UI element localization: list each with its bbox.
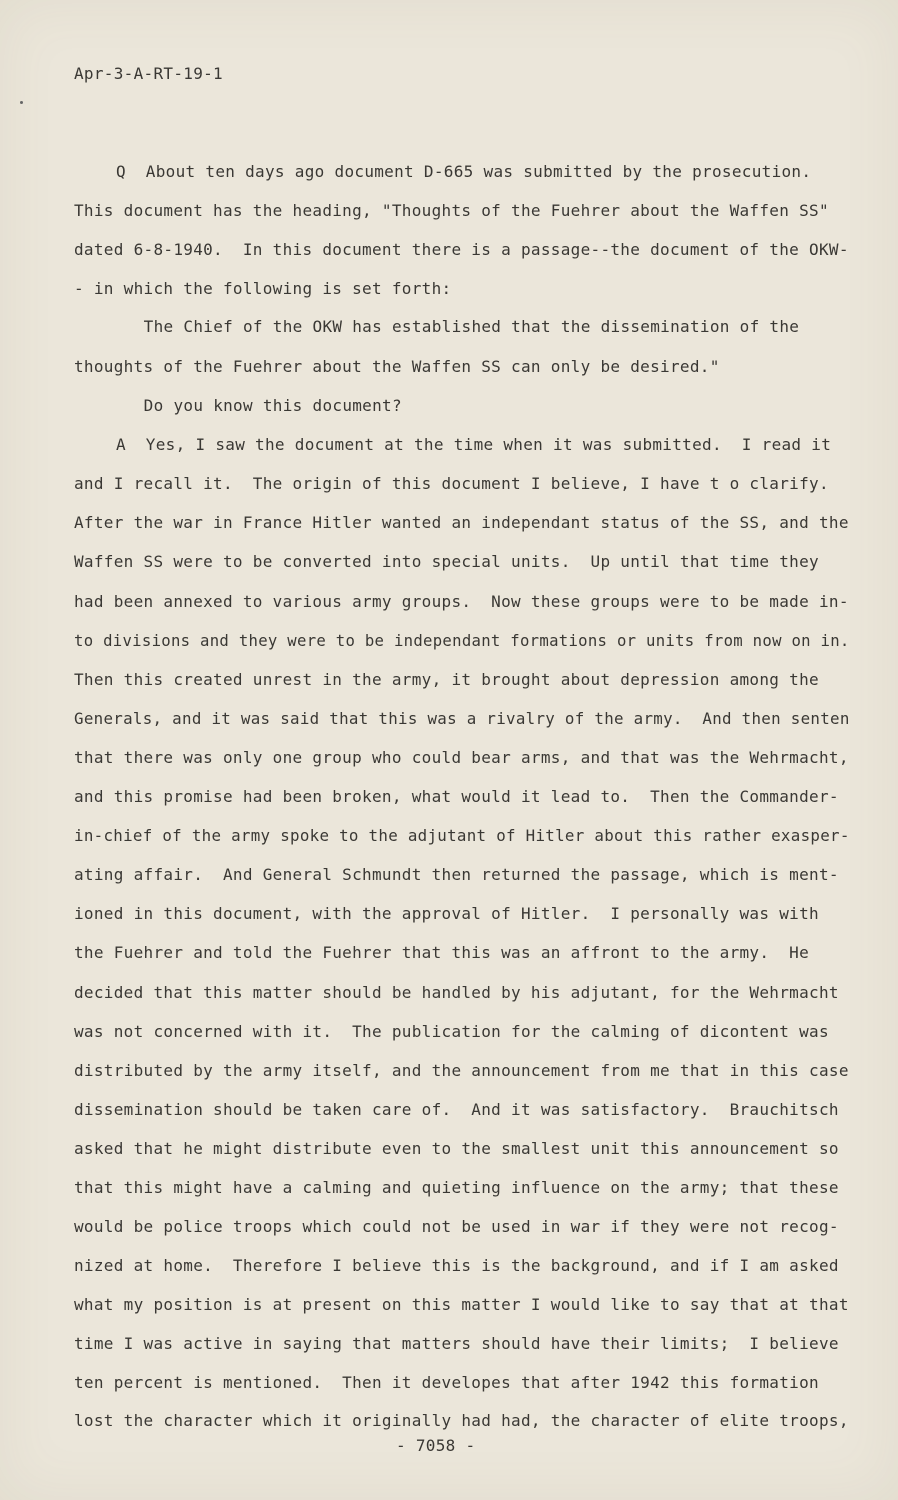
text-line: time I was active in saying that matters should have their limits; I believe	[74, 1334, 839, 1353]
text-line: - in which the following is set forth:	[74, 279, 452, 298]
text-line: Then this created unrest in the army, it brought about depression among the	[74, 670, 819, 689]
text-line: The Chief of the OKW has established that the dissemination of the	[94, 317, 800, 336]
document-id: Apr-3-A-RT-19-1	[74, 64, 223, 83]
text-line: that there was only one group who could bear arms, and that was the Wehrmacht,	[74, 748, 849, 767]
text-line: This document has the heading, "Thoughts of the Fuehrer about the Waffen SS"	[74, 201, 829, 220]
text-line: dated 6-8-1940. In this document there is a passage--the document of the OKW-	[74, 240, 849, 259]
text-line: Do you know this document?	[94, 396, 402, 415]
text-line: Waffen SS were to be converted into special units. Up until that time they	[74, 552, 819, 571]
text-line: asked that he might distribute even to the smallest unit this announcement so	[74, 1139, 839, 1158]
text-line: A Yes, I saw the document at the time when it was submitted. I read it	[116, 435, 832, 454]
text-line: thoughts of the Fuehrer about the Waffen SS can only be desired."	[74, 357, 720, 376]
text-line: distributed by the army itself, and the announcement from me that in this case	[74, 1061, 849, 1080]
text-line: ioned in this document, with the approval of Hitler. I personally was with	[74, 904, 819, 923]
margin-mark	[20, 101, 23, 104]
text-line: in-chief of the army spoke to the adjutant of Hitler about this rather exasper-	[74, 826, 850, 845]
text-line: ating affair. And General Schmundt then returned the passage, which is ment-	[74, 865, 839, 884]
text-line: that this might have a calming and quieting influence on the army; that these	[74, 1178, 839, 1197]
text-line: Q About ten days ago document D-665 was submitted by the prosecution.	[116, 162, 812, 181]
text-line: nized at home. Therefore I believe this is the background, and if I am asked	[74, 1256, 839, 1275]
text-line: dissemination should be taken care of. And it was satisfactory. Brauchitsch	[74, 1100, 839, 1119]
text-line: the Fuehrer and told the Fuehrer that this was an affront to the army. He	[74, 943, 810, 962]
text-line: would be police troops which could not be used in war if they were not recog-	[74, 1217, 839, 1236]
text-line: had been annexed to various army groups. Now these groups were to be made in-	[74, 592, 849, 611]
text-line: ten percent is mentioned. Then it developes that after 1942 this formation	[74, 1373, 819, 1392]
text-line: and I recall it. The origin of this document I believe, I have t o clarify.	[74, 474, 829, 493]
text-line: and this promise had been broken, what would it lead to. Then the Commander-	[74, 787, 839, 806]
text-line: After the war in France Hitler wanted an independant status of the SS, and the	[74, 513, 849, 532]
text-line: to divisions and they were to be independant formations or units from now on in.	[74, 631, 850, 650]
page-number: - 7058 -	[396, 1436, 476, 1455]
text-line: Generals, and it was said that this was a rivalry of the army. And then senten	[74, 709, 850, 728]
text-line: was not concerned with it. The publication for the calming of dicontent was	[74, 1022, 829, 1041]
text-line: lost the character which it originally had had, the character of elite troops,	[74, 1411, 849, 1430]
text-line: decided that this matter should be handled by his adjutant, for the Wehrmacht	[74, 983, 839, 1002]
text-line: what my position is at present on this matter I would like to say that at that	[74, 1295, 849, 1314]
